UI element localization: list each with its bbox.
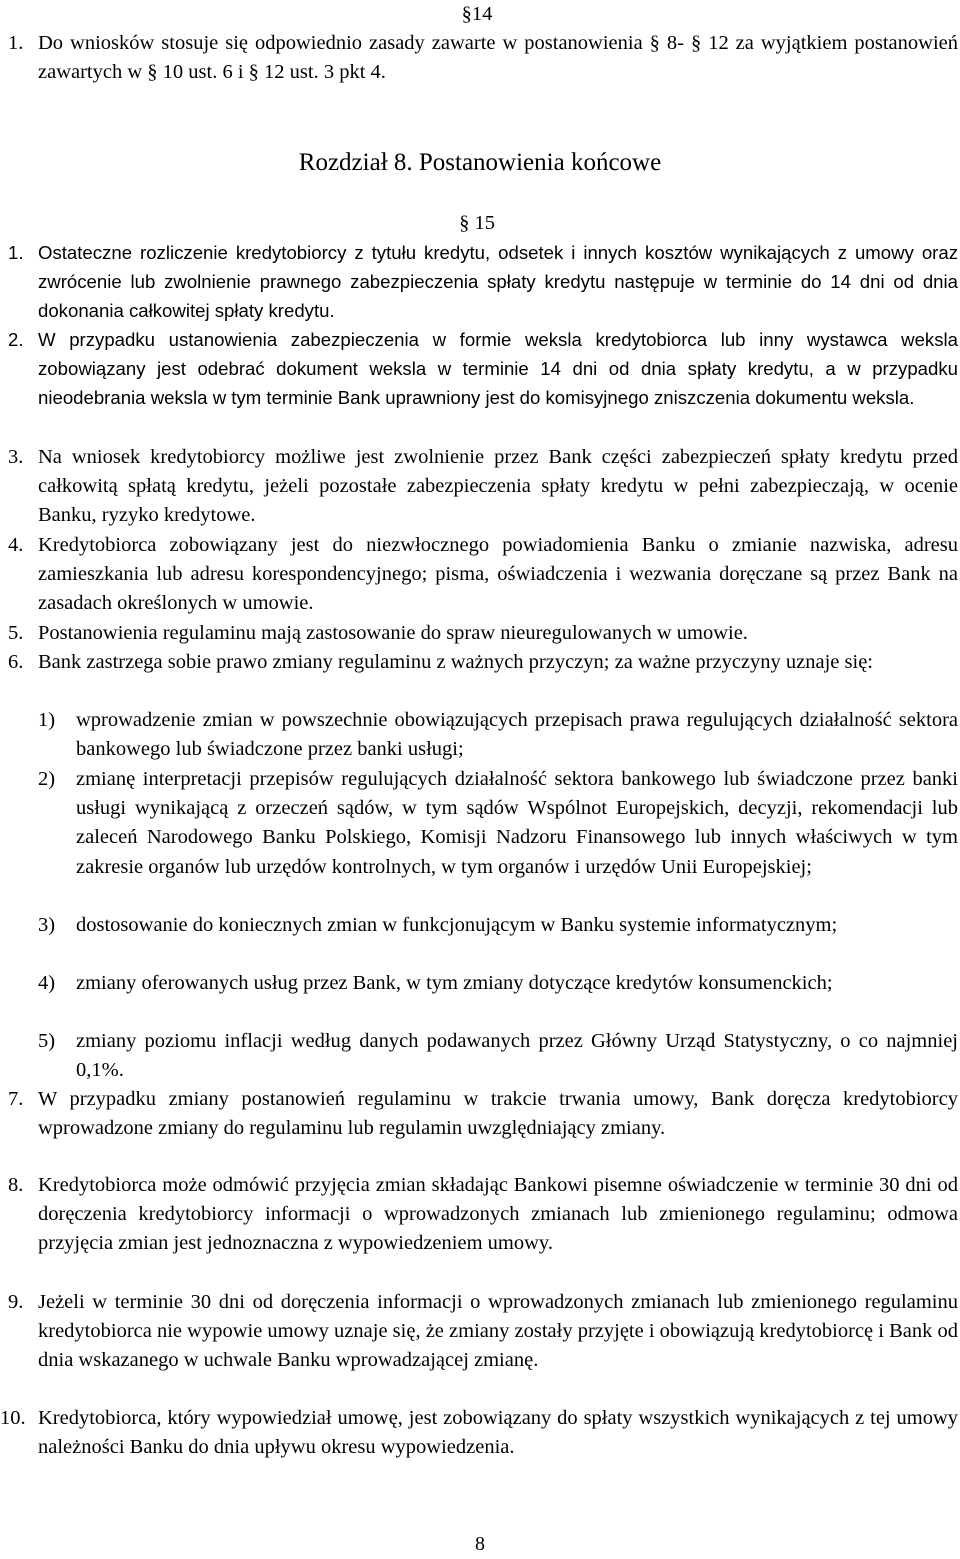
subitem-5 [38, 1027, 958, 1085]
item-number: 1. [8, 32, 24, 54]
item-number: 6. [8, 651, 24, 673]
subitem-text: zmiany poziomu inflacji według danych podawanych przez Główny Urząd Statystyczny, o co najmniej 0,1%. [76, 1030, 958, 1082]
subitem-2 [38, 765, 958, 882]
chapter-title: Rozdział 8. Postanowienia końcowe [298, 149, 662, 176]
item-text: W przypadku zmiany postanowień regulaminu w trakcie trwania umowy, Bank doręcza kredytobiorcy wprowadzone zmiany do regulaminu lub regulamin uwzględniający zmiany. [38, 1088, 958, 1140]
subitem-number: 1) [38, 709, 56, 731]
section-14-item-1 [0, 29, 958, 87]
subitem-number: 2) [38, 768, 56, 790]
item-number: 7. [8, 1088, 24, 1110]
subitem-number: 4) [38, 972, 56, 994]
subitem-1 [38, 706, 958, 764]
item-text: Ostateczne rozliczenie kredytobiorcy z tytułu kredytu, odsetek i innych kosztów wynikających z umowy oraz zwrócenie lub zwolnienie prawnego zabezpieczenia spłaty kredytu następuje w terminie do 14 dni od dnia dokonania całkowitej spłaty kredytu. [38, 242, 958, 322]
subitem-text: wprowadzenie zmian w powszechnie obowiązujących przepisach prawa regulujących działalność sektora bankowego lub świadczone przez banki usługi; [76, 709, 958, 761]
item-text: W przypadku ustanowienia zabezpieczenia w formie weksla kredytobiorca lub inny wystawca weksla zobowiązany jest odebrać dokument weksla w terminie 14 dni od dnia spłaty kredytu, a w przypadku nieodebrania weksla w tym terminie Bank uprawniony jest do komisyjnego zniszczenia dokumentu weksla. [38, 329, 958, 409]
section-15-item-9 [0, 1288, 958, 1376]
section-15-item-8 [0, 1171, 958, 1259]
subitem-text: zmiany oferowanych usług przez Bank, w tym zmiany dotyczące kredytów konsumenckich; [76, 972, 833, 994]
section-15-heading: § 15 [459, 212, 495, 234]
item-text: Bank zastrzega sobie prawo zmiany regulaminu z ważnych przyczyn; za ważne przyczyny uznaje się: [38, 651, 873, 673]
item-number: 2. [8, 329, 24, 350]
section-15-item-10 [0, 1404, 958, 1462]
section-15-item-7 [0, 1085, 958, 1143]
section-15-item-1 [0, 238, 958, 326]
page-number: 8 [475, 1533, 485, 1555]
item-text: Kredytobiorca zobowiązany jest do niezwłocznego powiadomienia Banku o zmianie nazwiska, adresu zamieszkania lub adresu korespondencyjnego; pisma, oświadczenia i wezwania doręczane są przez Bank na zasadach określonych w umowie. [38, 534, 958, 615]
item-text: Kredytobiorca, który wypowiedział umowę, jest zobowiązany do spłaty wszystkich wynikających z tej umowy należności Banku do dnia upływu okresu wypowiedzenia. [38, 1407, 958, 1459]
item-number: 1. [8, 242, 24, 263]
item-number: 8. [8, 1174, 24, 1196]
section-15-item-5 [0, 619, 958, 648]
item-text: Jeżeli w terminie 30 dni od doręczenia informacji o wprowadzonych zmianach lub zmienionego regulaminu kredytobiorca nie wypowie umowy uznaje się, że zmiany zostały przyjęte i obowiązują kredytobiorcę i Bank od dnia wskazanego w uchwale Banku wprowadzającej zmianę. [38, 1291, 958, 1372]
section-14-heading: §14 [461, 3, 493, 25]
subitem-3 [38, 911, 958, 940]
section-15-item-4 [0, 531, 958, 619]
section-15-item-2 [0, 325, 958, 413]
subitem-number: 3) [38, 914, 56, 936]
item-text: Na wniosek kredytobiorcy możliwe jest zwolnienie przez Bank części zabezpieczeń spłaty kredytu przed całkowitą spłatą kredytu, jeżeli pozostałe zabezpieczenia spłaty kredytu w pełni zabezpieczają, w ocenie Banku, ryzyko kredytowe. [38, 446, 958, 527]
item-text: Do wniosków stosuje się odpowiednio zasady zawarte w postanowienia § 8- § 12 za wyjątkiem postanowień zawartych w § 10 ust. 6 i § 12 ust. 3 pkt 4. [38, 32, 958, 84]
subitem-4 [38, 969, 958, 998]
item-text: Postanowienia regulaminu mają zastosowanie do spraw nieuregulowanych w umowie. [38, 622, 748, 644]
subitem-number: 5) [38, 1030, 56, 1052]
section-15-item-6 [0, 648, 958, 677]
item-number: 9. [8, 1291, 24, 1313]
item-number: 5. [8, 622, 24, 644]
section-15-item-3 [0, 443, 958, 531]
subitem-text: zmianę interpretacji przepisów regulujących działalność sektora bankowego lub świadczone przez banki usługi wynikającą z orzeczeń sądów, w tym sądów Wspólnot Europejskich, decyzji, rekomendacji lub zaleceń Narodowego Banku Polskiego, Komisji Nadzoru Finansowego lub innych właściwych w tym zakresie organów lub urzędów kontrolnych, w tym organów i urzędów Unii Europejskiej; [76, 768, 958, 878]
item-number: 4. [8, 534, 24, 556]
subitem-text: dostosowanie do koniecznych zmian w funkcjonującym w Banku systemie informatycznym; [76, 914, 838, 936]
item-text: Kredytobiorca może odmówić przyjęcia zmian składając Bankowi pisemne oświadczenie w terminie 30 dni od doręczenia kredytobiorcy informacji o wprowadzonych zmianach lub zmienionego regulaminu; odmowa przyjęcia zmian jest jednoznaczna z wypowiedzeniem umowy. [38, 1174, 958, 1255]
item-number: 10. [0, 1407, 26, 1429]
item-number: 3. [8, 446, 24, 468]
